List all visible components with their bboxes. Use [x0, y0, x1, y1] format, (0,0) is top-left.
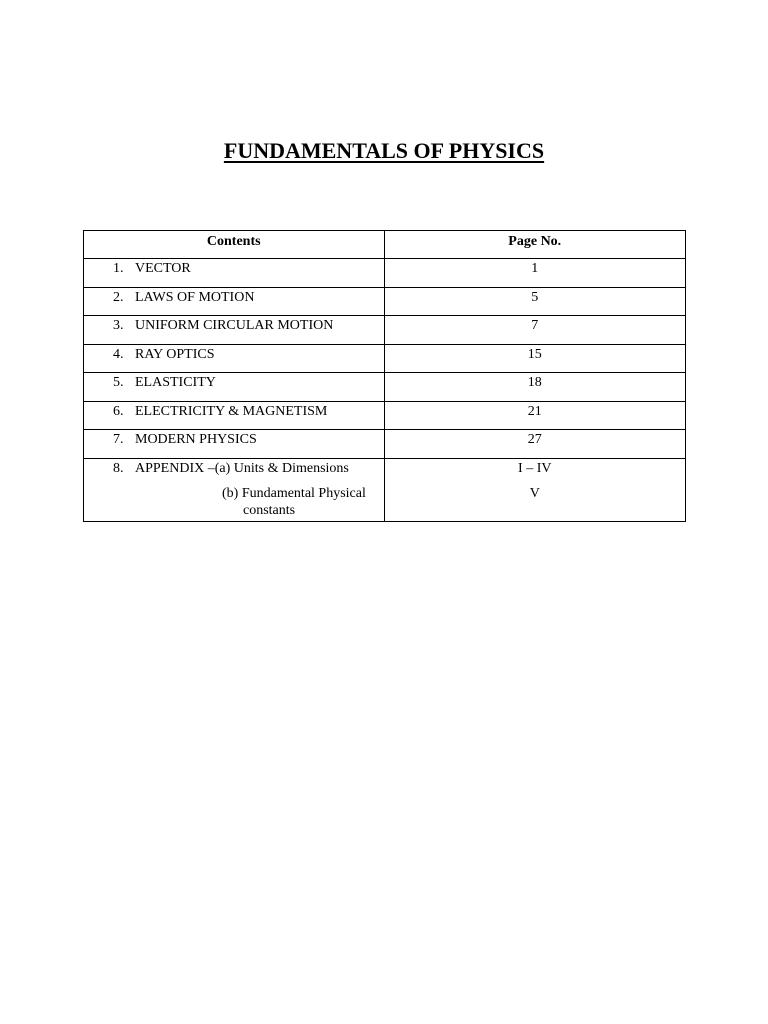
entry-number: 5. [113, 375, 124, 390]
appendix-sub-entry [84, 485, 384, 519]
entry-page: 21 [384, 401, 686, 430]
table-row [84, 373, 686, 402]
table-row [84, 287, 686, 316]
table-header-row [84, 231, 686, 259]
entry-title: MODERN PHYSICS [135, 432, 257, 447]
entry-page: 7 [384, 316, 686, 345]
entry-title: UNIFORM CIRCULAR MOTION [135, 318, 334, 333]
entry-cell [84, 344, 385, 373]
appendix-title: APPENDIX –(a) Units & Dimensions [135, 460, 349, 476]
entry-cell [84, 430, 385, 459]
entry-number: 6. [113, 403, 124, 419]
header-contents: Contents [84, 231, 385, 259]
entry-cell [84, 259, 385, 288]
table-of-contents [83, 230, 686, 522]
entry-number: 3. [113, 318, 124, 333]
entry-cell [84, 316, 385, 345]
entry-number: 7. [113, 432, 124, 447]
appendix-sub-title-line1: (b) Fundamental Physical [222, 485, 366, 501]
table-row [84, 401, 686, 430]
entry-title: RAY OPTICS [135, 346, 215, 362]
entry-page: 1 [384, 259, 686, 288]
appendix-page: I – IV [518, 460, 552, 476]
entry-cell [84, 373, 385, 402]
entry-title: ELASTICITY [135, 375, 216, 390]
entry-cell [84, 401, 385, 430]
table-row [84, 430, 686, 459]
entry-title: VECTOR [135, 261, 191, 276]
table-row [84, 344, 686, 373]
table-row [84, 316, 686, 345]
entry-number: 1. [113, 261, 124, 276]
entry-title: LAWS OF MOTION [135, 289, 255, 305]
entry-page: 15 [384, 344, 686, 373]
entry-number: 8. [113, 460, 124, 476]
appendix-sub-page: V [529, 485, 540, 501]
entry-cell [84, 287, 385, 316]
appendix-sub-title-line2: constants [243, 502, 296, 518]
table-row [84, 259, 686, 288]
entry-page: 5 [384, 287, 686, 316]
entry-number: 2. [113, 289, 124, 305]
appendix-cell [84, 458, 385, 521]
appendix-page-cell [384, 458, 686, 521]
entry-number: 4. [113, 346, 124, 362]
entry-page: 18 [384, 373, 686, 402]
entry-page: 27 [384, 430, 686, 459]
header-page-no: Page No. [384, 231, 686, 259]
table-row-appendix [84, 458, 686, 521]
entry-title: ELECTRICITY & MAGNETISM [135, 403, 328, 419]
page-title: FUNDAMENTALS OF PHYSICS [223, 138, 545, 163]
